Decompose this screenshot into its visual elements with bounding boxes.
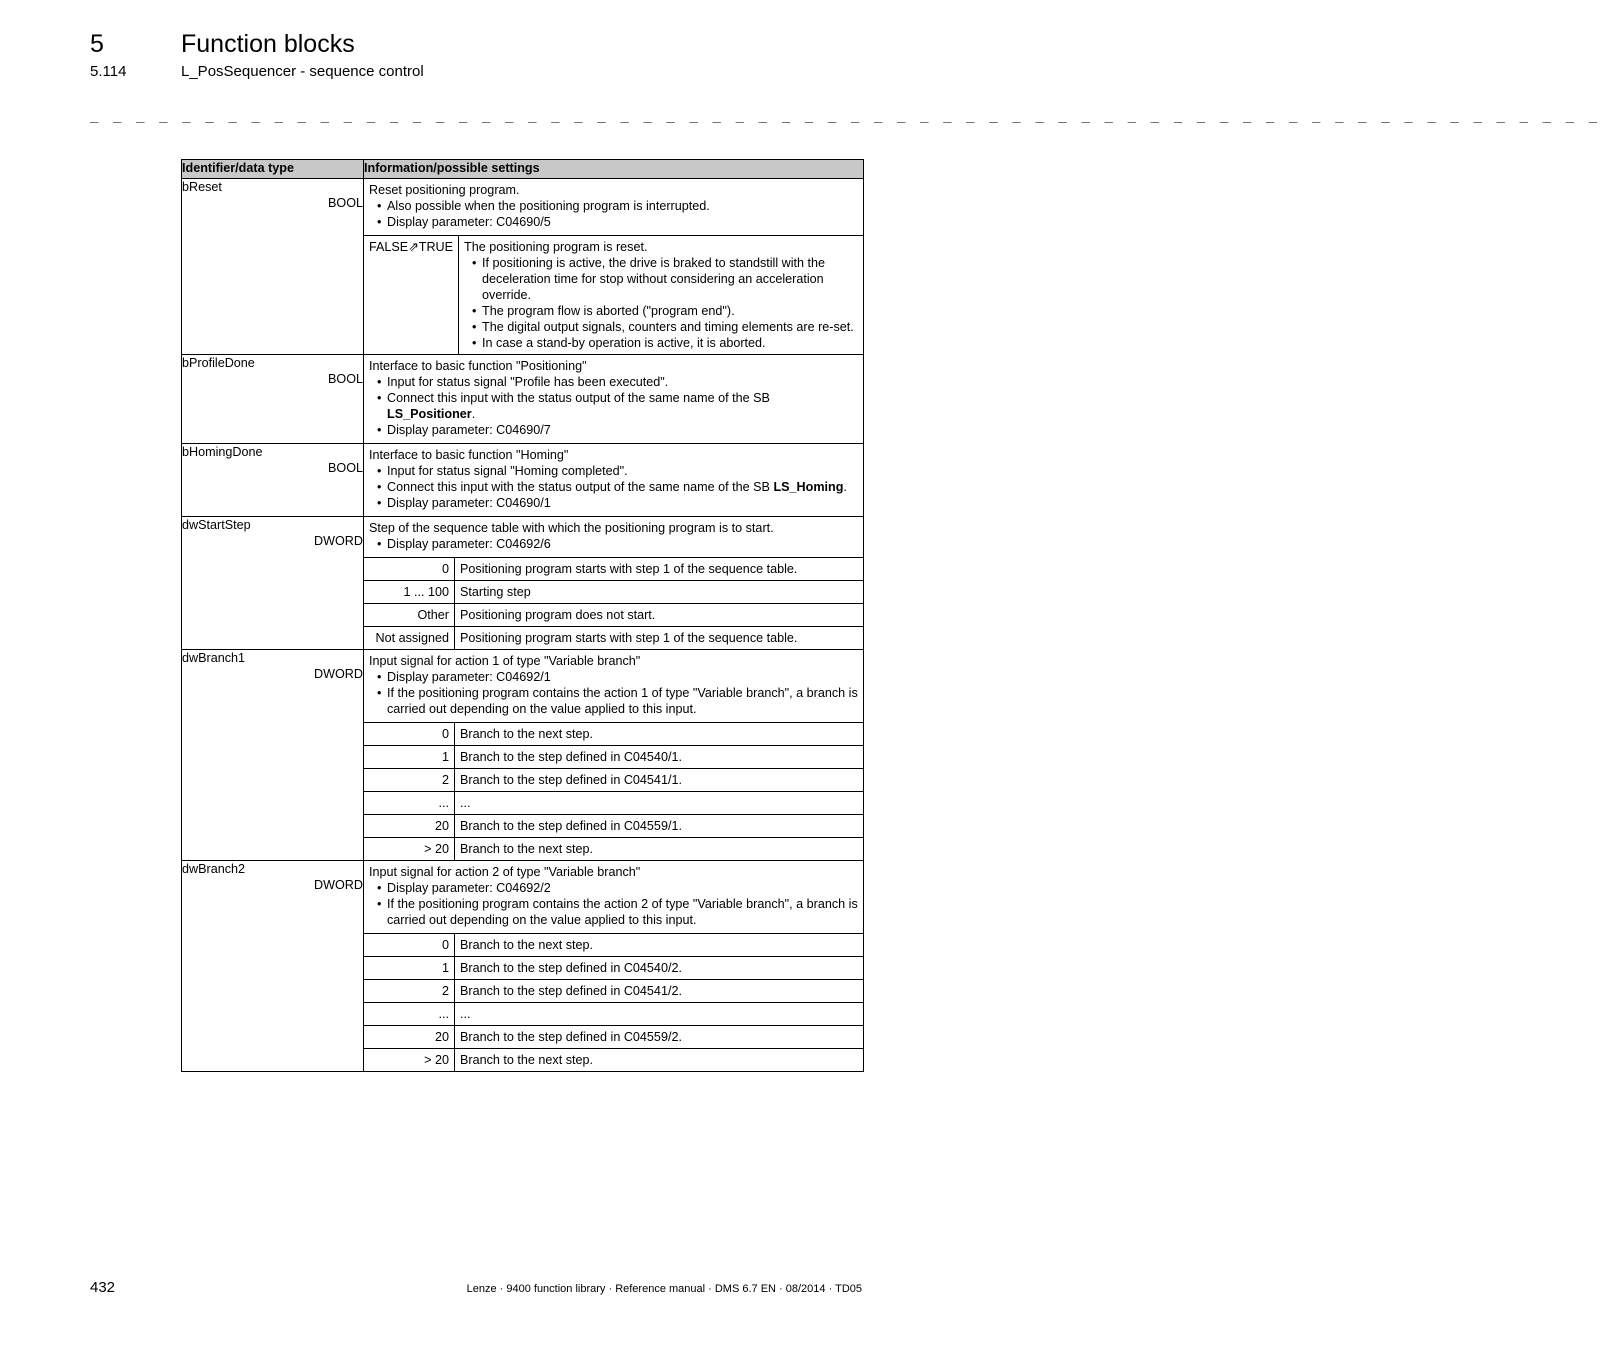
bullet-item: • If the positioning program contains the action 1 of type "Variable branch", a branch is carried out depending on the value applied to this input. (387, 685, 858, 717)
setting-row (364, 934, 863, 957)
setting-description: Branch to the step defined in C04540/2. (455, 957, 864, 980)
bullet-item: • In case a stand-by operation is active, it is aborted. (482, 335, 858, 351)
table-row (182, 650, 864, 861)
setting-value: 20 (364, 1026, 455, 1049)
identifier-cell (182, 355, 364, 444)
setting-description: Branch to the next step. (455, 723, 864, 746)
bullet-item: • Also possible when the positioning program is interrupted. (387, 198, 858, 214)
information-cell (364, 355, 864, 444)
bullet-item: • The digital output signals, counters and timing elements are re-set. (482, 319, 858, 335)
identifier-cell (182, 517, 364, 650)
setting-intro: The positioning program is reset. (464, 240, 648, 254)
identifier-name: dwBranch2 (182, 862, 246, 876)
setting-value: FALSE⇗TRUE (364, 236, 459, 355)
bullet-text: . (471, 407, 476, 421)
description-intro: Interface to basic function "Positioning" (369, 359, 587, 373)
information-cell (364, 179, 864, 355)
bullet-text: Connect this input with the status output of the same name of the SB (387, 391, 770, 405)
data-type: BOOL (328, 196, 363, 210)
setting-value: 0 (364, 558, 455, 581)
setting-row (364, 1003, 863, 1026)
bullet-item (387, 390, 858, 422)
setting-description: Positioning program does not start. (455, 604, 864, 627)
setting-row (364, 1049, 863, 1072)
table-header-row (182, 160, 864, 179)
setting-description: Branch to the next step. (455, 1049, 864, 1072)
setting-row (364, 838, 863, 861)
setting-value: 1 (364, 746, 455, 769)
bullet-item: • If the positioning program contains the action 2 of type "Variable branch", a branch is carried out depending on the value applied to this input. (387, 896, 858, 928)
identifier-cell (182, 861, 364, 1072)
setting-value: 0 (364, 934, 455, 957)
identifier-cell (182, 650, 364, 861)
bullet-item: • Display parameter: C04692/6 (387, 536, 858, 552)
information-cell (364, 444, 864, 517)
setting-row (364, 746, 863, 769)
bullet-item: • Display parameter: C04690/7 (387, 422, 858, 438)
setting-value: 2 (364, 980, 455, 1003)
setting-row (364, 236, 863, 355)
table-row (182, 517, 864, 650)
identifier-cell (182, 179, 364, 355)
bullet-item: • Display parameter: C04692/1 (387, 669, 858, 685)
bullet-item: • The program flow is aborted ("program end"). (482, 303, 858, 319)
setting-description: Branch to the next step. (455, 838, 864, 861)
bullet-text: . (843, 480, 847, 494)
chapter-number: 5 (90, 30, 104, 58)
parameter-table (181, 159, 864, 1072)
chapter-title: Function blocks (181, 30, 355, 58)
setting-row (364, 792, 863, 815)
bullet-item: • Display parameter: C04692/2 (387, 880, 858, 896)
setting-row (364, 723, 863, 746)
settings-subtable (364, 722, 863, 860)
setting-value: 2 (364, 769, 455, 792)
block-name: LS_Positioner (387, 407, 472, 421)
setting-row (364, 604, 863, 627)
description-intro: Interface to basic function "Homing" (369, 448, 569, 462)
setting-description: ... (455, 1003, 864, 1026)
table-row (182, 355, 864, 444)
data-type: BOOL (328, 461, 363, 475)
setting-value: ... (364, 1003, 455, 1026)
description-intro: Reset positioning program. (369, 183, 520, 197)
setting-row (364, 957, 863, 980)
settings-subtable (364, 933, 863, 1071)
setting-row (364, 1026, 863, 1049)
col-header-information: Information/possible settings (364, 160, 864, 179)
setting-row (364, 980, 863, 1003)
settings-subtable (364, 557, 863, 649)
setting-row (364, 769, 863, 792)
setting-value: 20 (364, 815, 455, 838)
setting-description: Starting step (455, 581, 864, 604)
table-row (182, 861, 864, 1072)
setting-description: Positioning program starts with step 1 of the sequence table. (455, 627, 864, 650)
setting-description (459, 236, 863, 355)
identifier-name: bProfileDone (182, 356, 255, 370)
setting-description: Branch to the step defined in C04559/2. (455, 1026, 864, 1049)
setting-description: Branch to the next step. (455, 934, 864, 957)
bullet-item: • If positioning is active, the drive is braked to standstill with the deceleration time for stop without considering an acceleration override. (482, 255, 858, 303)
bullet-item (387, 479, 858, 495)
col-header-identifier: Identifier/data type (182, 160, 364, 179)
identifier-name: bHomingDone (182, 445, 263, 459)
setting-value: 0 (364, 723, 455, 746)
setting-value: > 20 (364, 838, 455, 861)
identifier-cell (182, 444, 364, 517)
information-cell (364, 650, 864, 861)
identifier-name: bReset (182, 180, 222, 194)
section-title: L_PosSequencer - sequence control (181, 63, 424, 80)
data-type: DWORD (314, 534, 363, 548)
settings-subtable (364, 235, 863, 354)
data-type: DWORD (314, 667, 363, 681)
setting-description: ... (455, 792, 864, 815)
bullet-item: • Display parameter: C04690/5 (387, 214, 858, 230)
bullet-item: • Input for status signal "Homing completed". (387, 463, 858, 479)
header-divider: _ _ _ _ _ _ _ _ _ _ _ _ _ _ _ _ _ _ _ _ _ _ _ _ _ _ _ _ _ _ _ _ _ _ _ _ _ _ _ _ _ _ _ _ _ _ _ _ _ _ _ _ _ _ _ _ _ _ _ _ _ _ _ _ _ _ (90, 107, 1600, 123)
section-number: 5.114 (90, 63, 127, 80)
setting-description: Branch to the step defined in C04559/1. (455, 815, 864, 838)
setting-value: Other (364, 604, 455, 627)
setting-description: Branch to the step defined in C04540/1. (455, 746, 864, 769)
setting-description: Positioning program starts with step 1 of the sequence table. (455, 558, 864, 581)
setting-value: > 20 (364, 1049, 455, 1072)
identifier-name: dwBranch1 (182, 651, 246, 665)
table-row (182, 179, 864, 355)
page-number: 432 (90, 1279, 116, 1296)
setting-value: 1 ... 100 (364, 581, 455, 604)
description-intro: Input signal for action 1 of type "Variable branch" (369, 654, 641, 668)
document-reference: Lenze · 9400 function library · Reference manual · DMS 6.7 EN · 08/2014 · TD05 (466, 1283, 862, 1295)
setting-description: Branch to the step defined in C04541/1. (455, 769, 864, 792)
identifier-name: dwStartStep (182, 518, 251, 532)
table-row (182, 444, 864, 517)
setting-row (364, 815, 863, 838)
setting-row (364, 627, 863, 650)
description-intro: Step of the sequence table with which the positioning program is to start. (369, 521, 774, 535)
bullet-item: • Input for status signal "Profile has been executed". (387, 374, 858, 390)
setting-value: ... (364, 792, 455, 815)
data-type: DWORD (314, 878, 363, 892)
description-intro: Input signal for action 2 of type "Variable branch" (369, 865, 641, 879)
information-cell (364, 861, 864, 1072)
setting-row (364, 581, 863, 604)
bullet-text: Connect this input with the status output of the same name of the SB (387, 480, 774, 494)
setting-value: Not assigned (364, 627, 455, 650)
block-name: LS_Homing (773, 480, 844, 494)
setting-description: Branch to the step defined in C04541/2. (455, 980, 864, 1003)
data-type: BOOL (328, 372, 363, 386)
setting-row (364, 558, 863, 581)
bullet-item: • Display parameter: C04690/1 (387, 495, 858, 511)
setting-value: 1 (364, 957, 455, 980)
information-cell (364, 517, 864, 650)
